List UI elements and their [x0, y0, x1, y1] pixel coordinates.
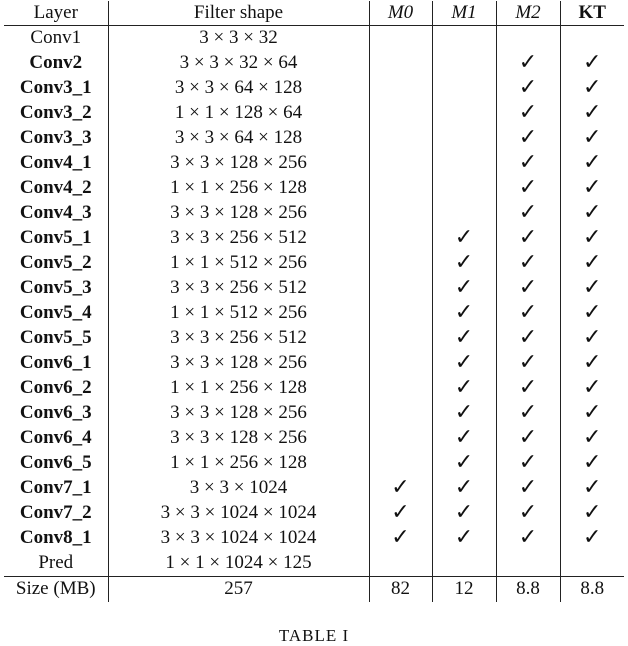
header-layer: Layer [33, 2, 78, 23]
cell-m2 [496, 451, 560, 476]
checkmark-icon: ✓ [391, 499, 410, 525]
filter-shape: 1 × 1 × 512 × 256 [108, 301, 369, 326]
checkmark-icon: ✓ [518, 224, 538, 250]
cell-m1 [432, 251, 496, 276]
cell-kt [560, 51, 624, 76]
table-row [4, 451, 624, 476]
filter-shape: 3 × 3 × 128 × 256 [108, 151, 369, 176]
cell-m0 [369, 451, 432, 476]
filter-shape: 3 × 3 × 128 × 256 [108, 401, 369, 426]
filter-shape: 3 × 3 × 256 × 512 [108, 326, 369, 351]
checkmark-icon: ✓ [583, 224, 602, 250]
checkmark-icon: ✓ [454, 274, 474, 300]
checkmark-icon: ✓ [454, 474, 474, 500]
layer-name: Conv7_1 [19, 477, 92, 499]
layer-name: Conv6_4 [19, 427, 92, 449]
cell-m2 [496, 126, 560, 151]
cell-m1 [432, 451, 496, 476]
checkmark-icon: ✓ [454, 324, 474, 350]
cell-kt [560, 526, 624, 551]
cell-m0 [369, 501, 432, 526]
table-row [4, 51, 624, 76]
cell-m2 [496, 426, 560, 451]
cell-kt [560, 176, 624, 201]
checkmark-icon: ✓ [583, 49, 602, 75]
checkmark-icon: ✓ [518, 449, 538, 475]
cell-kt [560, 426, 624, 451]
table-row [4, 26, 624, 51]
checkmark-icon: ✓ [454, 399, 474, 425]
cell-m0 [369, 101, 432, 126]
cell-m1 [432, 376, 496, 401]
checkmark-icon: ✓ [583, 374, 602, 400]
header-m2: M2 [496, 1, 560, 26]
filter-shape: 3 × 3 × 256 × 512 [108, 276, 369, 301]
table-row [4, 176, 624, 201]
checkmark-icon: ✓ [583, 274, 602, 300]
checkmark-icon: ✓ [518, 399, 538, 425]
filter-shape: 3 × 3 × 256 × 512 [108, 226, 369, 251]
cell-m2 [496, 326, 560, 351]
filter-shape: 1 × 1 × 128 × 64 [108, 101, 369, 126]
checkmark-icon: ✓ [454, 499, 474, 525]
size-m1: 12 [432, 576, 496, 601]
table-row [4, 351, 624, 376]
checkmark-icon: ✓ [391, 524, 410, 550]
checkmark-icon: ✓ [454, 249, 474, 275]
filter-shape: 1 × 1 × 1024 × 125 [108, 551, 369, 576]
checkmark-icon: ✓ [454, 449, 474, 475]
table-row [4, 126, 624, 151]
checkmark-icon: ✓ [454, 374, 474, 400]
table-row [4, 276, 624, 301]
filter-shape: 3 × 3 × 128 × 256 [108, 351, 369, 376]
size-full: 257 [108, 576, 369, 601]
checkmark-icon: ✓ [583, 449, 602, 475]
layer-name: Conv2 [29, 52, 83, 74]
cell-m0 [369, 301, 432, 326]
table-row [4, 551, 624, 576]
header-row [4, 1, 624, 26]
layer-name: Conv6_2 [19, 377, 92, 399]
cell-m2 [496, 351, 560, 376]
cell-m2 [496, 51, 560, 76]
cell-kt [560, 301, 624, 326]
filter-shape: 1 × 1 × 256 × 128 [108, 451, 369, 476]
checkmark-icon: ✓ [583, 349, 602, 375]
checkmark-icon: ✓ [518, 174, 538, 200]
cell-m2 [496, 526, 560, 551]
checkmark-icon: ✓ [518, 124, 538, 150]
cell-kt [560, 26, 624, 51]
table-row [4, 301, 624, 326]
size-m0: 82 [369, 576, 432, 601]
cell-kt [560, 476, 624, 501]
cell-m2 [496, 151, 560, 176]
cell-m2 [496, 551, 560, 576]
table-row [4, 426, 624, 451]
checkmark-icon: ✓ [583, 324, 602, 350]
size-kt: 8.8 [560, 576, 624, 601]
cell-m1 [432, 226, 496, 251]
cell-m1 [432, 426, 496, 451]
table-row [4, 151, 624, 176]
layer-name: Conv4_3 [19, 202, 92, 224]
layer-name: Conv1 [30, 27, 82, 49]
checkmark-icon: ✓ [391, 474, 410, 500]
layer-name: Conv3_2 [19, 102, 92, 124]
cell-m1 [432, 126, 496, 151]
layer-name: Conv5_1 [19, 227, 92, 249]
checkmark-icon: ✓ [518, 324, 538, 350]
filter-shape: 3 × 3 × 32 × 64 [108, 51, 369, 76]
layer-name: Conv6_1 [19, 352, 92, 374]
checkmark-icon: ✓ [518, 249, 538, 275]
layer-name: Conv7_2 [19, 502, 92, 524]
cell-kt [560, 551, 624, 576]
checkmark-icon: ✓ [518, 199, 538, 225]
table-row [4, 76, 624, 101]
table-row [4, 251, 624, 276]
cell-m1 [432, 526, 496, 551]
checkmark-icon: ✓ [583, 399, 602, 425]
checkmark-icon: ✓ [454, 299, 474, 325]
cell-m0 [369, 26, 432, 51]
cell-kt [560, 351, 624, 376]
filter-shape: 3 × 3 × 128 × 256 [108, 201, 369, 226]
cell-m2 [496, 26, 560, 51]
size-m2: 8.8 [496, 576, 560, 601]
checkmark-icon: ✓ [583, 199, 602, 225]
cell-m2 [496, 76, 560, 101]
table-row [4, 476, 624, 501]
checkmark-icon: ✓ [518, 74, 538, 100]
cell-m0 [369, 351, 432, 376]
layer-name: Conv5_4 [19, 302, 92, 324]
checkmark-icon: ✓ [518, 474, 538, 500]
cell-kt [560, 451, 624, 476]
cell-kt [560, 76, 624, 101]
cell-kt [560, 376, 624, 401]
cell-m2 [496, 376, 560, 401]
cell-m1 [432, 501, 496, 526]
checkmark-icon: ✓ [518, 99, 538, 125]
layer-name: Pred [38, 552, 74, 574]
cell-kt [560, 151, 624, 176]
checkmark-icon: ✓ [518, 499, 538, 525]
cell-m1 [432, 301, 496, 326]
cell-m1 [432, 101, 496, 126]
checkmark-icon: ✓ [583, 474, 602, 500]
layer-name: Conv8_1 [19, 527, 92, 549]
layer-name: Conv6_3 [19, 402, 92, 424]
cell-m1 [432, 401, 496, 426]
layer-name: Conv3_1 [19, 77, 92, 99]
cell-m2 [496, 401, 560, 426]
cell-m0 [369, 326, 432, 351]
checkmark-icon: ✓ [583, 124, 602, 150]
cell-m0 [369, 226, 432, 251]
cell-m0 [369, 526, 432, 551]
cell-kt [560, 326, 624, 351]
table-caption: TABLE I [278, 626, 350, 645]
layer-name: Conv5_2 [19, 252, 92, 274]
filter-shape: 3 × 3 × 128 × 256 [108, 426, 369, 451]
cell-m0 [369, 151, 432, 176]
cell-m1 [432, 51, 496, 76]
layer-name: Conv4_1 [19, 152, 92, 174]
filter-shape: 3 × 3 × 64 × 128 [108, 76, 369, 101]
checkmark-icon: ✓ [518, 49, 538, 75]
cell-m0 [369, 551, 432, 576]
table-row [4, 201, 624, 226]
cell-m2 [496, 301, 560, 326]
checkmark-icon: ✓ [518, 149, 538, 175]
cell-kt [560, 501, 624, 526]
filter-shape: 1 × 1 × 256 × 128 [108, 376, 369, 401]
layer-name: Conv4_2 [19, 177, 92, 199]
checkmark-icon: ✓ [583, 249, 602, 275]
cell-kt [560, 401, 624, 426]
checkmark-icon: ✓ [454, 524, 474, 550]
cell-m2 [496, 251, 560, 276]
table-row [4, 376, 624, 401]
cell-m1 [432, 351, 496, 376]
checkmark-icon: ✓ [454, 224, 474, 250]
header-filter-shape: Filter shape [108, 1, 369, 26]
layer-name: Conv6_5 [19, 452, 92, 474]
layer-name: Conv3_3 [19, 127, 92, 149]
cell-m0 [369, 76, 432, 101]
cell-m0 [369, 276, 432, 301]
table-row [4, 501, 624, 526]
table-row [4, 526, 624, 551]
size-row [4, 576, 624, 601]
table-row [4, 101, 624, 126]
cell-m1 [432, 26, 496, 51]
layer-name: Conv5_3 [19, 277, 92, 299]
checkmark-icon: ✓ [518, 274, 538, 300]
cell-m1 [432, 176, 496, 201]
cell-m0 [369, 201, 432, 226]
cell-kt [560, 276, 624, 301]
cell-m0 [369, 251, 432, 276]
cell-m0 [369, 426, 432, 451]
checkmark-icon: ✓ [583, 524, 602, 550]
checkmark-icon: ✓ [583, 99, 602, 125]
cell-kt [560, 251, 624, 276]
filter-shape: 1 × 1 × 256 × 128 [108, 176, 369, 201]
cell-m1 [432, 151, 496, 176]
cell-m2 [496, 476, 560, 501]
cell-m2 [496, 176, 560, 201]
cell-kt [560, 101, 624, 126]
table-row [4, 226, 624, 251]
table-row [4, 326, 624, 351]
cell-m1 [432, 201, 496, 226]
cell-m0 [369, 126, 432, 151]
filter-shape: 3 × 3 × 32 [108, 26, 369, 51]
filter-shape: 3 × 3 × 64 × 128 [108, 126, 369, 151]
checkmark-icon: ✓ [518, 349, 538, 375]
checkmark-icon: ✓ [518, 424, 538, 450]
header-m1: M1 [432, 1, 496, 26]
cell-kt [560, 126, 624, 151]
checkmark-icon: ✓ [518, 524, 538, 550]
header-m0: M0 [369, 1, 432, 26]
filter-shape: 1 × 1 × 512 × 256 [108, 251, 369, 276]
cell-m0 [369, 176, 432, 201]
layer-table [4, 1, 624, 602]
checkmark-icon: ✓ [583, 149, 602, 175]
layer-name: Conv5_5 [19, 327, 92, 349]
filter-shape: 3 × 3 × 1024 [108, 476, 369, 501]
header-kt: KT [560, 1, 624, 26]
cell-m2 [496, 101, 560, 126]
checkmark-icon: ✓ [583, 424, 602, 450]
cell-m2 [496, 276, 560, 301]
cell-m1 [432, 326, 496, 351]
table-row [4, 401, 624, 426]
cell-m0 [369, 401, 432, 426]
checkmark-icon: ✓ [583, 299, 602, 325]
cell-m2 [496, 226, 560, 251]
cell-m0 [369, 476, 432, 501]
checkmark-icon: ✓ [583, 174, 602, 200]
cell-m2 [496, 201, 560, 226]
checkmark-icon: ✓ [454, 424, 474, 450]
cell-m1 [432, 76, 496, 101]
cell-kt [560, 201, 624, 226]
cell-m0 [369, 51, 432, 76]
cell-m1 [432, 476, 496, 501]
cell-m0 [369, 376, 432, 401]
checkmark-icon: ✓ [583, 499, 602, 525]
filter-shape: 3 × 3 × 1024 × 1024 [108, 501, 369, 526]
size-label: Size (MB) [15, 578, 96, 600]
cell-m1 [432, 551, 496, 576]
checkmark-icon: ✓ [454, 349, 474, 375]
filter-shape: 3 × 3 × 1024 × 1024 [108, 526, 369, 551]
cell-kt [560, 226, 624, 251]
checkmark-icon: ✓ [583, 74, 602, 100]
cell-m2 [496, 501, 560, 526]
checkmark-icon: ✓ [518, 374, 538, 400]
cell-m1 [432, 276, 496, 301]
checkmark-icon: ✓ [518, 299, 538, 325]
